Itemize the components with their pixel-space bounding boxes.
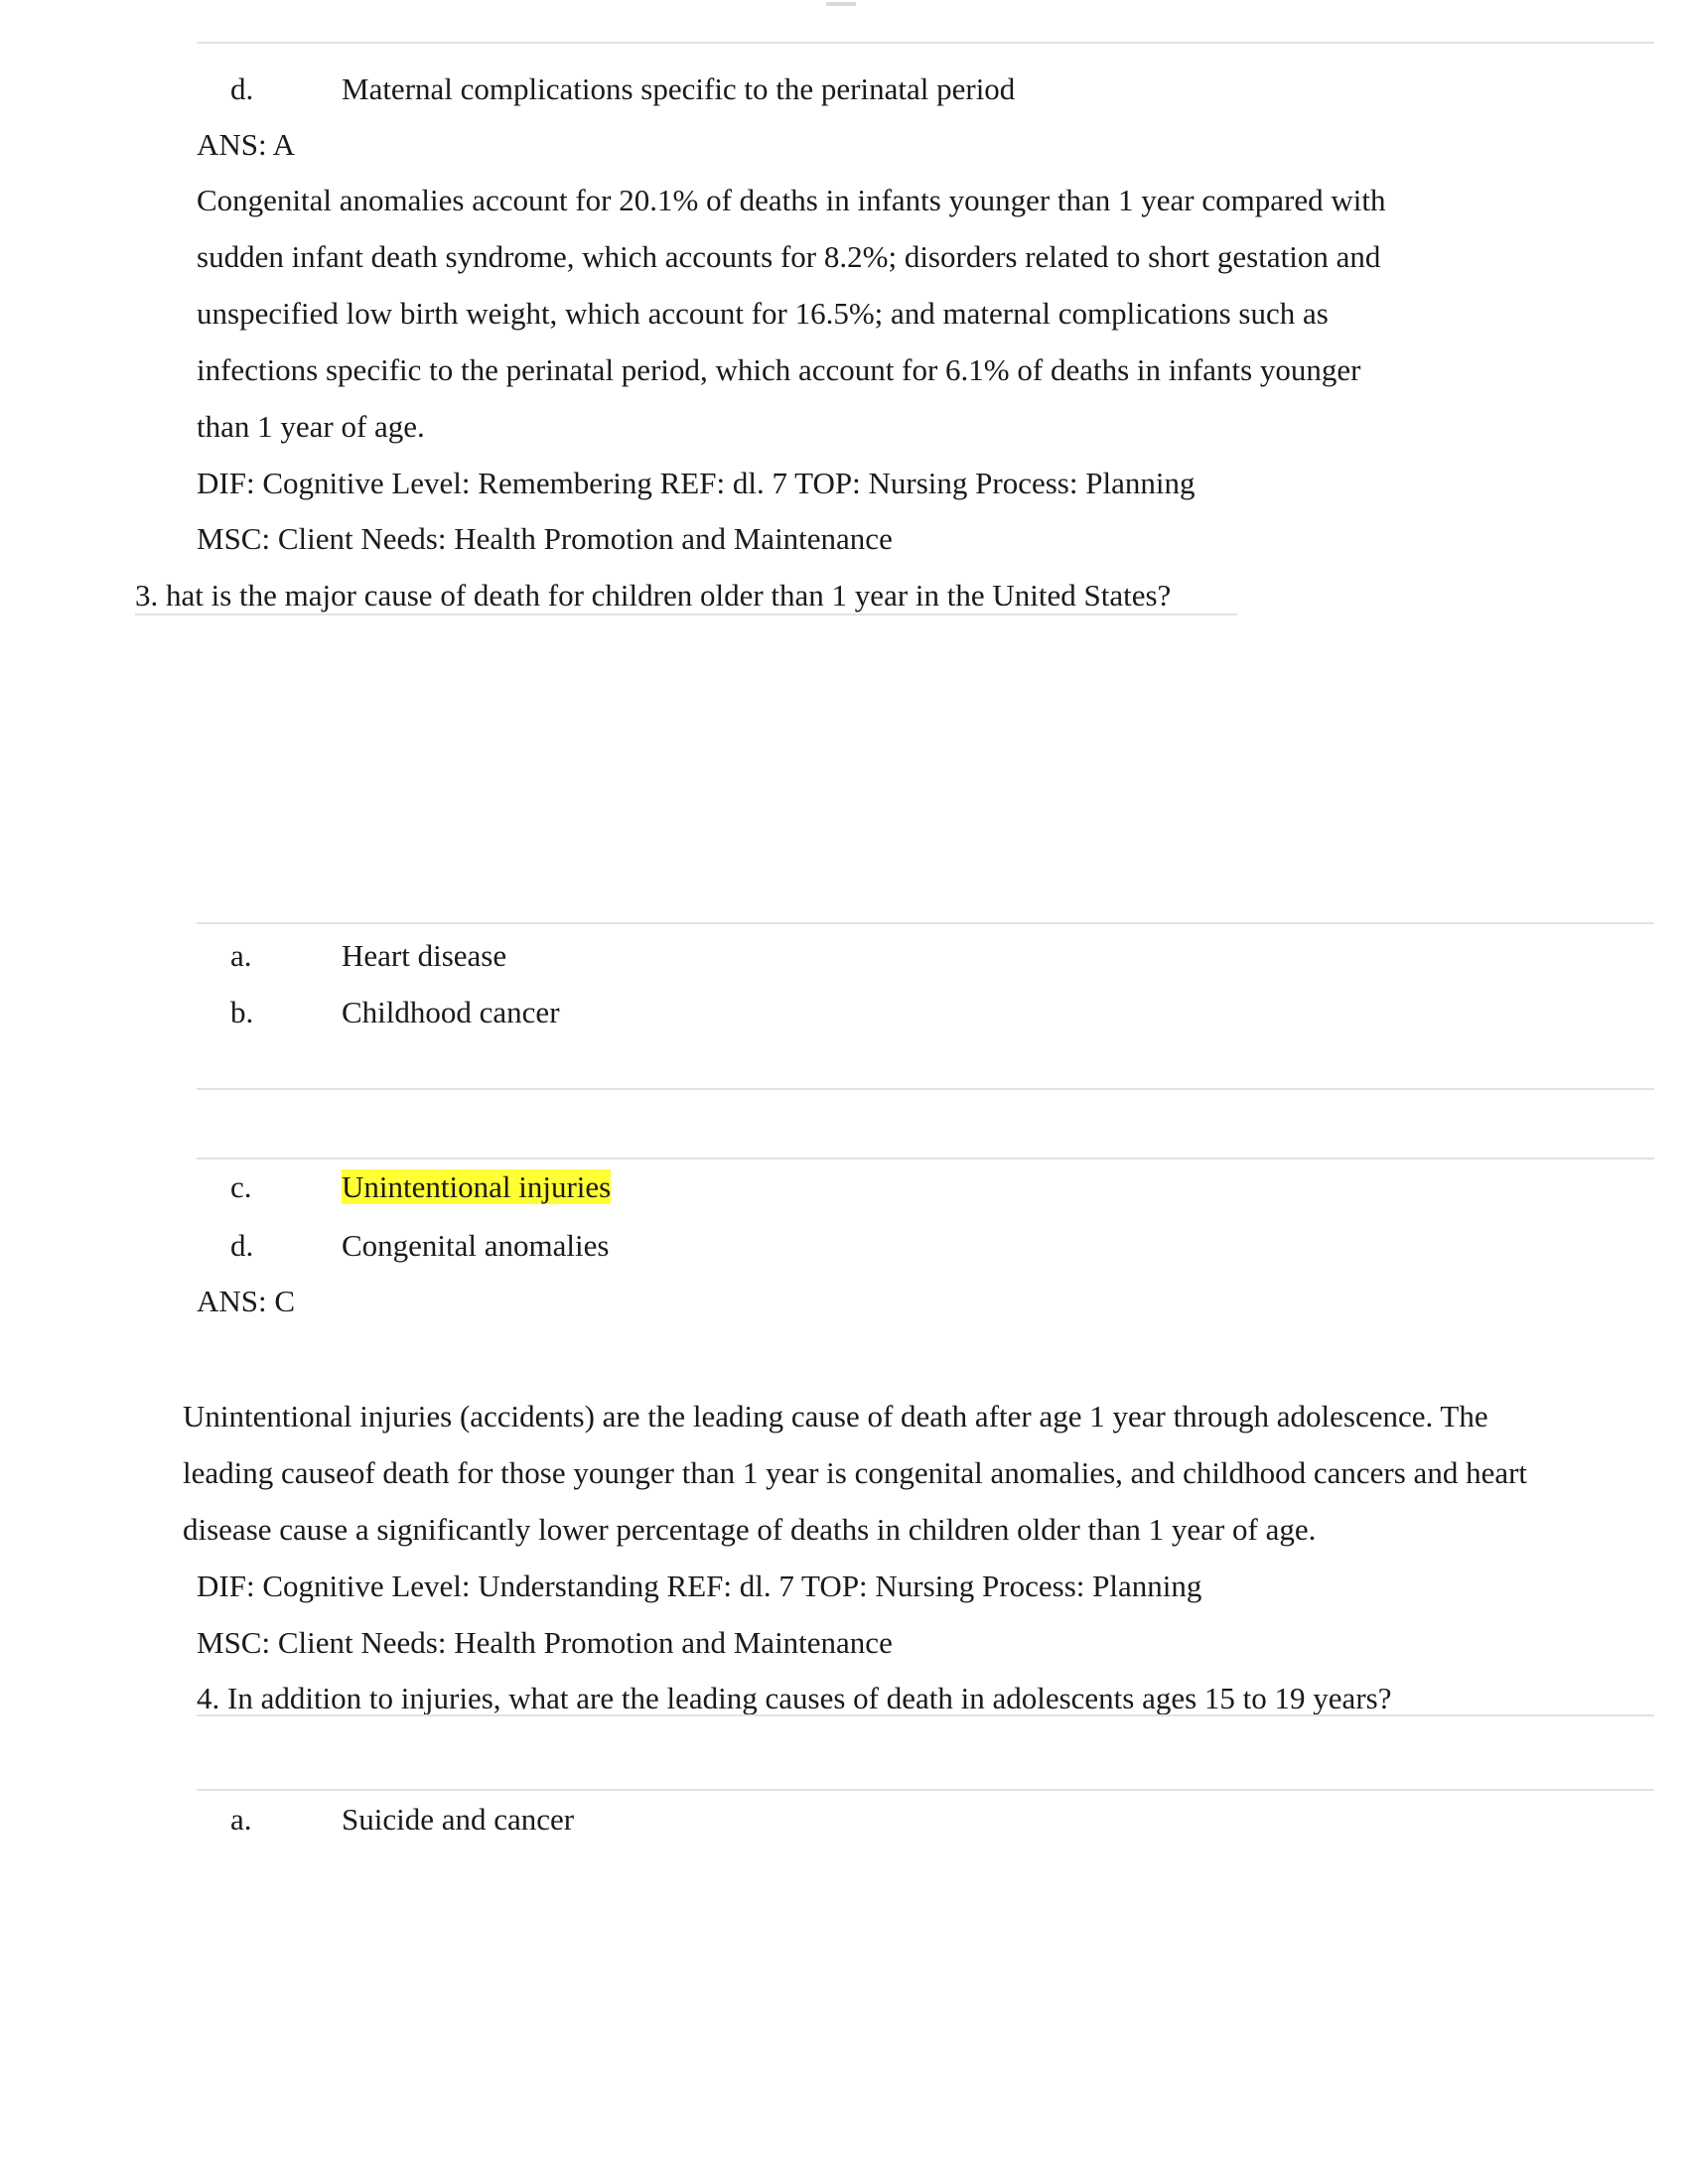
rationale-line: Unintentional injuries (accidents) are the leading cause of death after age 1 year through adolescence. The xyxy=(183,1399,1488,1433)
option-text: Congenital anomalies xyxy=(342,1228,610,1263)
highlighted-answer: Unintentional injuries xyxy=(342,1169,612,1204)
answer-key: ANS: C xyxy=(197,1284,296,1318)
option-letter: a. xyxy=(230,1802,252,1837)
rationale-line: sudden infant death syndrome, which accounts for 8.2%; disorders related to short gestation and xyxy=(197,239,1381,274)
question-stem: 4. In addition to injuries, what are the leading causes of death in adolescents ages 15 to 19 years? xyxy=(197,1681,1392,1715)
rationale-line: disease cause a significantly lower percentage of deaths in children older than 1 year of age. xyxy=(183,1512,1317,1547)
option-text: Maternal complications specific to the perinatal period xyxy=(342,71,1016,106)
option-letter: b. xyxy=(230,995,254,1029)
divider xyxy=(197,1088,1654,1090)
divider xyxy=(197,1714,1654,1716)
client-needs-meta: MSC: Client Needs: Health Promotion and Maintenance xyxy=(197,521,893,556)
client-needs-meta: MSC: Client Needs: Health Promotion and Maintenance xyxy=(197,1625,893,1660)
rationale-line: leading causeof death for those younger than 1 year is congenital anomalies, and childhood cancers and heart xyxy=(183,1455,1528,1490)
rationale-line: infections specific to the perinatal period, which account for 6.1% of deaths in infants younger xyxy=(197,352,1361,387)
option-letter: a. xyxy=(230,938,252,973)
divider xyxy=(197,922,1654,924)
question-stem: 3. hat is the major cause of death for children older than 1 year in the United States? xyxy=(135,578,1172,613)
rationale-line: Congenital anomalies account for 20.1% of deaths in infants younger than 1 year compared with xyxy=(197,183,1386,217)
option-letter: c. xyxy=(230,1169,252,1204)
divider xyxy=(197,1789,1654,1791)
rationale-line: unspecified low birth weight, which account for 16.5%; and maternal complications such as xyxy=(197,296,1329,331)
difficulty-meta: DIF: Cognitive Level: Understanding REF: dl. 7 TOP: Nursing Process: Planning xyxy=(197,1569,1202,1603)
option-text: Heart disease xyxy=(342,938,507,973)
option-letter: d. xyxy=(230,71,254,106)
divider xyxy=(197,1158,1654,1160)
difficulty-meta: DIF: Cognitive Level: Remembering REF: dl. 7 TOP: Nursing Process: Planning xyxy=(197,466,1196,500)
option-text: Childhood cancer xyxy=(342,995,560,1029)
divider xyxy=(135,614,1237,615)
divider xyxy=(197,42,1654,44)
option-text: Suicide and cancer xyxy=(342,1802,575,1837)
option-text xyxy=(342,1168,611,1206)
rationale-line: than 1 year of age. xyxy=(197,409,425,444)
answer-key: ANS: A xyxy=(197,127,296,162)
option-letter: d. xyxy=(230,1228,254,1263)
header-mark xyxy=(826,2,856,6)
